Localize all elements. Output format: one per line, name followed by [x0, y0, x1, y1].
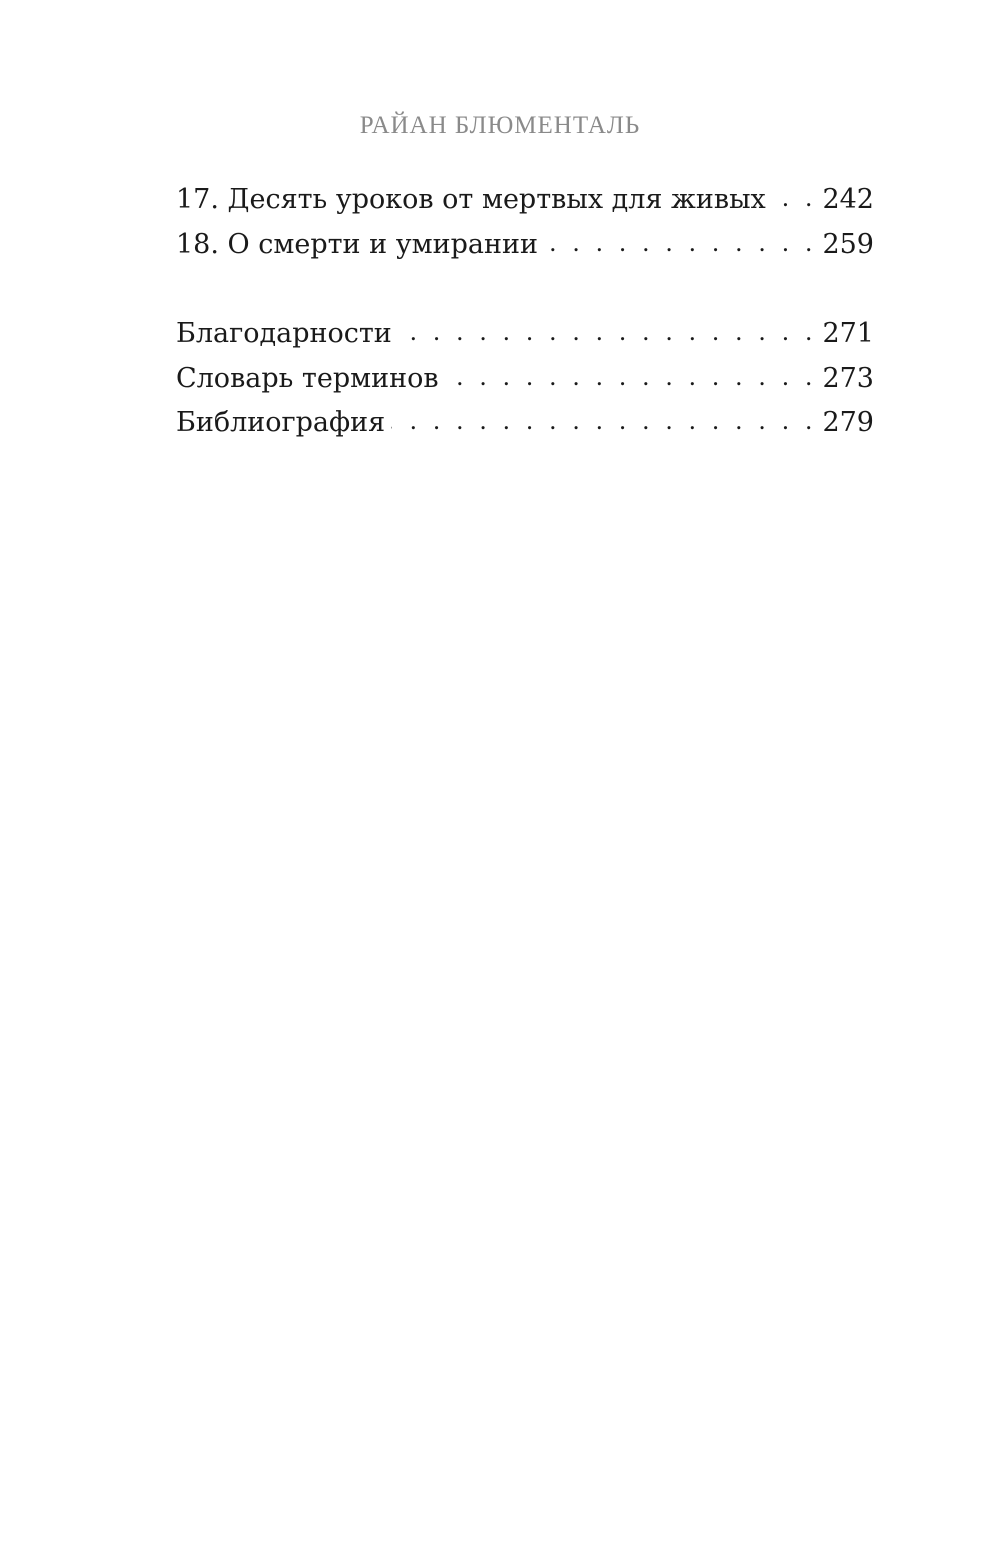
toc-entry-title: 17. Десять уроков от мертвых для живых — [176, 184, 766, 215]
toc-entry-page: 273 — [822, 362, 874, 394]
toc-entry — [176, 223, 874, 268]
toc-entry — [176, 357, 874, 402]
dot-leader — [398, 310, 817, 354]
toc-entry-title: Благодарности — [176, 318, 392, 349]
toc-entry-title: Библиография — [176, 407, 386, 438]
dot-leader — [445, 355, 817, 399]
toc-entry-page: 259 — [822, 228, 874, 260]
toc-entry — [176, 178, 874, 223]
dot-leader — [772, 176, 817, 220]
dot-leader — [391, 399, 816, 443]
toc-entry-page: 242 — [822, 184, 874, 215]
running-head: РАЙАН БЛЮМЕНТАЛЬ — [359, 112, 641, 139]
toc-entry-title: Словарь терминов — [176, 362, 439, 394]
toc-chapters — [176, 178, 874, 267]
toc-entry-title: 18. О смерти и умирании — [176, 228, 538, 260]
toc-backmatter — [176, 312, 874, 446]
toc-entry-page: 279 — [822, 407, 874, 438]
toc-entry — [176, 312, 874, 357]
toc-entry-page: 271 — [822, 318, 874, 349]
dot-leader — [544, 221, 816, 265]
toc-entry — [176, 401, 874, 446]
